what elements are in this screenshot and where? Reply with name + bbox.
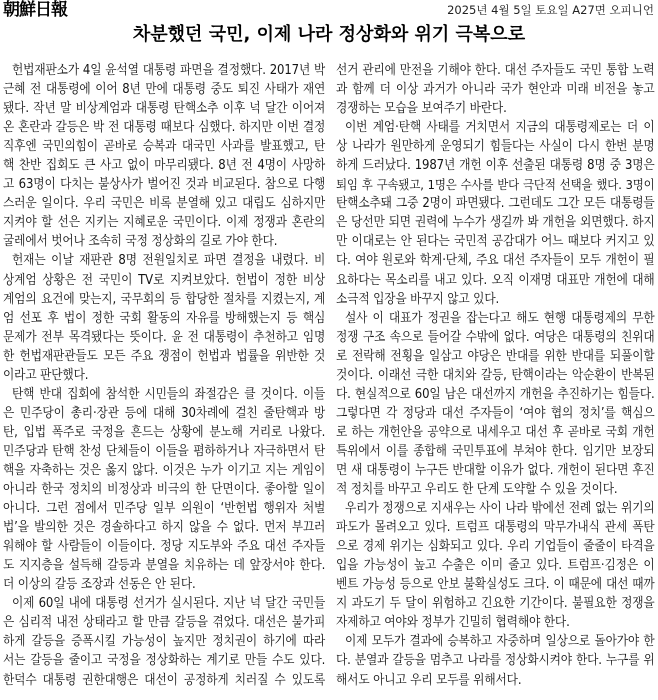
body-text-line: 아니다. 그런 점에서 민주당 일부 의원이 ‘반헌법 행위자 처벌 <box>3 501 326 517</box>
body-text-line: 하게 드러났다. 1987년 개헌 이후 선출된 대통령 8명 중 3명은 <box>336 158 655 174</box>
body-text-line: 지켜야 할 선은 지키는 지혜로운 국민이다. 이제 정쟁과 혼란의 <box>3 215 326 231</box>
body-text-line: 탄핵소추돼 그중 2명이 파면됐다. 그런데도 그간 모든 대통령들 <box>336 196 655 212</box>
body-text-line: 이라고 판단했다. <box>3 367 89 383</box>
body-text-line: 이제 모두가 결과에 승복하고 자중하며 일상으로 돌아가야 한 <box>345 634 655 650</box>
body-text-line: 상계엄 상황은 전 국민이 TV로 지켜보았다. 헌법이 정한 비상 <box>3 272 326 288</box>
body-text-line: 다. 현실적으로 60일 남은 대선까지 개헌을 추진하기는 힘들다. <box>336 386 655 402</box>
body-text-line: 한덕수 대통령 권한대행은 대선이 공정하게 치러질 수 있도록 <box>3 672 326 688</box>
body-text-line: 탄, 입법 폭주로 국정을 흔드는 상황에 분노해 거리로 나왔다. <box>3 424 326 440</box>
body-text-line: 굴레에서 벗어나 조속히 국정 정상화의 길로 가야 한다. <box>3 234 278 250</box>
body-text-line: 고 63명이 다치는 불상사가 벌어진 것과 비교된다. 참으로 다행 <box>3 177 326 193</box>
body-text-line: 헌재는 이날 재판관 8명 전원일치로 파면 결정을 내렸다. 비 <box>12 253 326 269</box>
body-text-line: 민주당과 탄핵 찬성 단체들이 이들을 폄하하거나 자극하면서 탄 <box>3 443 326 459</box>
body-text-line: 온 혼란과 갈등은 박 전 대통령 때보다 심했다. 하지만 이번 결정 <box>3 120 326 136</box>
body-text-line: 근혜 전 대통령에 이어 8년 만에 대통령 중도 퇴진 사태가 재연 <box>3 82 326 98</box>
body-text-line: 은 심리적 내전 상태라고 할 만큼 갈등을 겪었다. 대선은 불가피 <box>3 615 326 631</box>
article-left-column <box>3 61 325 690</box>
body-text-line: 아니라 한국 정치의 비정상과 비극의 한 단면이다. 좋아할 일이 <box>3 482 326 498</box>
body-text-line: 워해야 할 사람들이 이들이다. 정당 지도부와 주요 대선 주자들 <box>3 539 326 555</box>
body-text-line: 다. 분열과 갈등을 멈추고 나라를 정상화시켜야 한다. 누구를 위 <box>336 653 655 669</box>
body-text-line: 파도가 몰려오고 있다. 트럼프 대통령의 막무가내식 관세 폭탄 <box>336 520 655 536</box>
dateline: 2025년 4월 5일 토요일 A27면 오피니언 <box>447 3 654 17</box>
body-text-line: 것이다. 이래선 극한 대치와 갈등, 탄핵이라는 악순환이 반복된 <box>336 367 655 383</box>
body-text-line: 그렇다면 각 정당과 대선 주자들이 ‘여야 협의 정치’를 핵심으 <box>336 405 655 421</box>
body-text-line: 도 지지층을 설득해 갈등과 분열을 치유하는 데 앞장서야 한다. <box>3 558 326 574</box>
body-text-line: 경쟁하는 모습을 보여주기 바란다. <box>336 101 507 117</box>
body-text-line: 서는 갈등을 줄이고 국정을 정상화하는 계기로 만들 수도 있다. <box>3 653 326 669</box>
body-text-line: 하게 갈등을 증폭시킬 가능성이 높지만 정치권이 하기에 따라 <box>3 634 326 650</box>
body-text-line: 자제하고 여야와 정부가 긴밀히 협력해야 한다. <box>336 615 570 631</box>
body-text-line: 만 이대로는 안 된다는 국민적 공감대가 어느 때보다 커지고 있 <box>336 234 655 250</box>
body-text-line: 퇴임 후 구속됐고, 1명은 수사를 받다 극단적 선택을 했다. 3명이 <box>336 177 655 193</box>
body-text-line: 로 전락해 전횡을 일삼고 야당은 반대를 위한 반대를 되풀이할 <box>336 348 655 364</box>
body-text-line: 헌법재판소가 4일 윤석열 대통령 파면을 결정했다. 2017년 박 <box>12 63 326 78</box>
body-text-line: 소극적 입장을 바꾸지 않고 있다. <box>336 291 500 307</box>
body-text-line: 설사 이 대표가 정권을 잡는다고 해도 현행 대통령제의 무한 <box>345 310 655 326</box>
body-text-line: 로 하는 개헌안을 공약으로 내세우고 대선 후 곧바로 국회 개헌 <box>336 424 655 440</box>
body-text-line: 엄 선포 후 법이 정한 국회 활동의 자유를 방해했는지 등 핵심 <box>3 310 326 326</box>
body-text-line: 면 새 대통령이 누구든 반대할 이유가 없다. 개헌이 된다면 후진 <box>336 462 655 478</box>
body-text-line: 이번 계엄·탄핵 사태를 거치면서 지금의 대통령제로는 더 이 <box>345 120 655 136</box>
newspaper-logo: 朝鮮日報 <box>3 0 67 20</box>
body-text-line: 계엄의 요건에 맞는지, 국무회의 등 합당한 절차를 지켰는지, 계 <box>3 291 326 307</box>
body-text-line: 한 헌법재판관들도 모든 주요 쟁점이 헌법과 법률을 위반한 것 <box>3 348 326 364</box>
body-text-line: 특위에서 이를 종합해 국민투표에 부쳐야 한다. 임기만 보장되 <box>336 443 655 459</box>
body-text-line: 벤트 가능성 등으로 안보 불확실성도 크다. 이 때문에 대선 때까 <box>336 577 655 593</box>
body-text-line: 스러운 일이다. 우리 국민은 비록 분열해 있고 대립도 심하지만 <box>3 196 326 212</box>
body-text-line: 으로 경제 위기는 심화되고 있다. 우리 기업들이 줄줄이 타격을 <box>336 539 655 555</box>
body-text-line: 은 당선만 되면 권력에 누수가 생길까 봐 개헌을 외면했다. 하지 <box>336 215 655 231</box>
body-text-line: 됐다. 작년 말 비상계엄과 대통령 탄핵소추 이후 넉 달간 이어져 <box>3 101 326 117</box>
body-text-line: 해서도 아니고 우리 모두를 위해서다. <box>336 672 522 688</box>
body-text-line: 은 민주당이 총리·장관 등에 대해 30차례에 걸친 줄탄핵과 방 <box>3 405 326 421</box>
article-right-column <box>336 61 655 690</box>
body-text-line: 법’을 발의한 것은 경솔하다고 하지 않을 수 없다. 먼저 부끄러 <box>3 520 326 536</box>
body-text-line: 문제가 전부 목격됐다는 뜻이다. 윤 전 대통령이 추천하고 임명 <box>3 329 326 345</box>
body-text-line: 지 과도기 두 달이 위험하고 긴요한 기간이다. 불필요한 정쟁을 <box>336 596 655 612</box>
body-text-line: 탄핵 반대 집회에 참석한 시민들의 좌절감은 클 것이다. 이들 <box>12 386 326 402</box>
headline: 차분했던 국민, 이제 나라 정상화와 위기 극복으로 <box>132 24 526 45</box>
body-text-line: 직후엔 국민의힘이 곧바로 승복과 대국민 사과를 발표했고, 탄 <box>3 139 326 155</box>
body-text-line: 입을 가능성이 높고 수출은 이미 줄고 있다. 트럼프·김정은 이 <box>336 558 655 574</box>
body-text-line: 핵을 자축하는 것은 옳지 않다. 이것은 누가 이기고 지는 게임이 <box>3 462 326 478</box>
body-text-line: 과 함께 더 이상 과거가 아니라 국가 현안과 미래 비전을 놓고 <box>336 82 655 98</box>
body-text-line: 이제 60일 내에 대통령 선거가 실시된다. 지난 넉 달간 국민들 <box>12 596 326 612</box>
body-text-line: 적 정치를 바꾸고 우리도 한 단계 도약할 수 있을 것이다. <box>336 482 618 498</box>
body-text-line: 더 이상의 갈등 조장과 선동은 안 된다. <box>3 577 196 593</box>
body-text-line: 선거 관리에 만전을 기해야 한다. 대선 주자들도 국민 통합 노력 <box>336 63 655 78</box>
body-text-line: 상 나라가 원만하게 운영되기 힘들다는 사실이 다시 한번 분명 <box>336 139 655 155</box>
body-text-line: 우리가 정쟁으로 지새우는 사이 나라 밖에선 전례 없는 위기의 <box>345 501 655 517</box>
body-text-line: 핵 찬반 집회도 큰 사고 없이 마무리됐다. 8년 전 4명이 사망하 <box>3 158 326 174</box>
body-text-line: 요하다는 목소리를 내고 있다. 오직 이재명 대표만 개헌에 대해 <box>336 272 655 288</box>
body-text-line: 다. 여야 원로와 학계·단체, 주요 대선 주자들이 모두 개헌이 필 <box>336 253 655 269</box>
body-text-line: 정쟁 구조 속으로 들어갈 수밖에 없다. 여당은 대통령의 친위대 <box>336 329 655 345</box>
